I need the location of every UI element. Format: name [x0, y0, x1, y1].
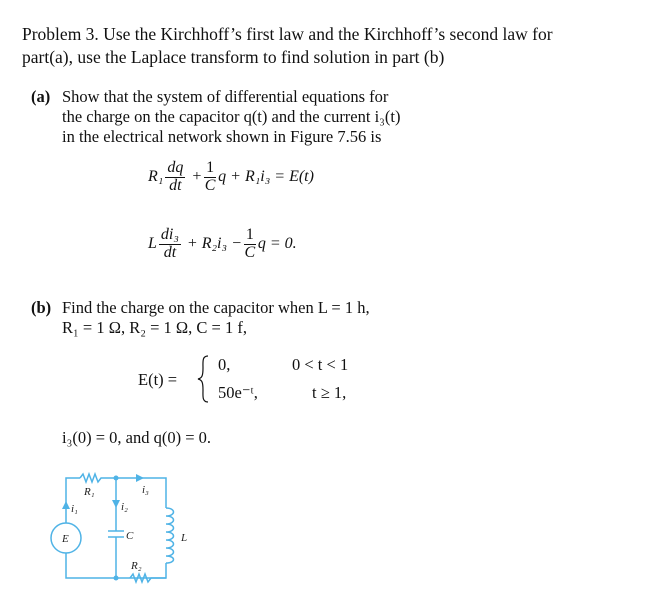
piecewise-cond2: t ≥ 1, [312, 383, 347, 402]
label-R2: R₂ [131, 560, 142, 572]
label-E: E [62, 533, 69, 545]
arrow-i1-icon [62, 501, 70, 509]
part-a-label: (a) [31, 87, 51, 106]
piecewise-case1: 0, [218, 355, 231, 374]
label-C: C [126, 530, 134, 542]
piecewise-case2: 50e⁻ᵗ, [218, 383, 258, 402]
problem-header-line1: Problem 3. Use the Kirchhoff’s first law and the Kirchhoff’s second law for [22, 24, 553, 44]
part-a-line3: in the electrical network shown in Figure 7.56 is [62, 127, 382, 146]
label-i2: i₂ [121, 501, 128, 513]
part-b-label: (b) [31, 298, 52, 317]
part-b-line1: Find the charge on the capacitor when L = 1 h, [62, 298, 370, 317]
label-R1: R₁ [84, 486, 95, 498]
part-b-line2: R₁ = 1 Ω, R₂ = 1 Ω, C = 1 f, [62, 318, 247, 337]
inductor-icon [166, 508, 174, 563]
label-i1: i₁ [71, 503, 78, 515]
arrow-i2-icon [112, 500, 120, 508]
problem-header-line2: part(a), use the Laplace transform to find solution in part (b) [22, 47, 445, 67]
equation-1: R₁ $\frac{dq}{dt}$ + $\frac{1}{C}$ q + R₁i₃ = E(t) [148, 159, 314, 194]
label-L: L [181, 532, 188, 544]
piecewise-lhs: E(t) = [138, 370, 178, 389]
arrow-i3-icon [136, 474, 144, 482]
piecewise-cond1: 0 < t < 1 [292, 355, 349, 374]
part-a-line1: Show that the system of differential equations for [62, 87, 389, 106]
label-i3: i₃ [142, 484, 149, 496]
part-a-line2: the charge on the capacitor q(t) and the current i₃(t) [62, 107, 401, 126]
initial-conditions: i₃(0) = 0, and q(0) = 0. [62, 428, 211, 447]
equation-2: L $\frac{\text{di₃}}{dt}$ + R₂i₃ − $\frac{1}{C}$ q = 0. [148, 226, 297, 261]
wire-left-top [66, 478, 80, 523]
